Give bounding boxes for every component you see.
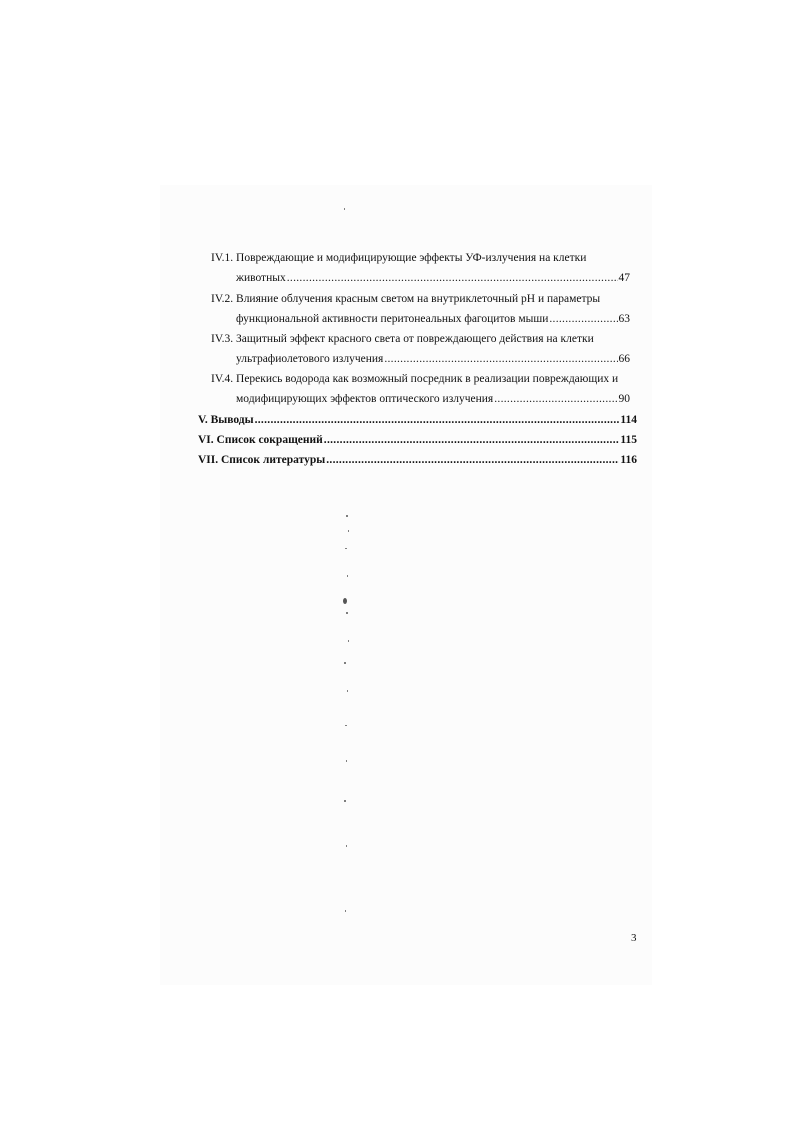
toc-v-title: V. Выводы — [198, 414, 254, 426]
speck — [347, 575, 348, 577]
dot-leader — [384, 351, 617, 367]
toc-iv2-title-cont: функциональной активности перитонеальных фагоцитов мыши — [236, 313, 549, 325]
dot-leader — [549, 311, 617, 327]
toc-iv1-line1 — [211, 250, 586, 266]
dot-leader — [326, 452, 619, 468]
toc-vii-page: 116 — [620, 454, 637, 466]
speck — [347, 690, 348, 692]
toc-iv1-page: 47 — [618, 272, 630, 284]
toc-iv4-page: 90 — [618, 393, 630, 405]
toc-iv3-page: 66 — [618, 353, 630, 365]
toc-iv3-line1 — [211, 331, 594, 347]
toc-iv1-title-cont: животных — [236, 272, 286, 284]
dot-leader — [324, 432, 620, 448]
toc-iv2-page: 63 — [618, 313, 630, 325]
toc-iv2-line1 — [211, 291, 600, 307]
toc-vii — [198, 452, 637, 468]
dot-leader — [255, 412, 620, 428]
toc-iv4-title: IV.4. Перекись водорода как возможный посредник в реализации повреждающих и — [211, 373, 619, 385]
toc-iv4-line2 — [236, 391, 630, 407]
speck — [345, 548, 347, 549]
toc-iv3-title-cont: ультрафиолетового излучения — [236, 353, 384, 365]
speck — [348, 640, 349, 642]
speck — [346, 515, 348, 517]
speck — [343, 598, 347, 604]
toc-vi-title: VI. Список сокращений — [198, 434, 323, 446]
dot-leader — [287, 270, 618, 286]
toc-v-page: 114 — [620, 414, 637, 426]
toc-vi-page: 115 — [620, 434, 637, 446]
toc-v — [198, 412, 637, 428]
toc-iv4-line1 — [211, 371, 618, 387]
speck — [344, 800, 346, 802]
dot-leader — [494, 391, 617, 407]
speck — [346, 612, 348, 614]
speck — [344, 208, 345, 210]
toc-iv1-line2 — [236, 270, 630, 286]
speck — [344, 662, 346, 664]
toc-iv2-title: IV.2. Влияние облучения красным светом на внутриклеточный pH и параметры — [211, 293, 601, 305]
page-number: 3 — [631, 932, 637, 944]
toc-iv4-title-cont: модифицирующих эффектов оптического излучения — [236, 393, 494, 405]
toc-iv1-title: IV.1. Повреждающие и модифицирующие эффекты УФ-излучения на клетки — [211, 252, 587, 264]
speck — [345, 725, 347, 726]
toc-vii-title: VII. Список литературы — [198, 454, 326, 466]
toc-iv2-line2 — [236, 311, 630, 327]
speck — [345, 910, 346, 912]
toc-iv3-title: IV.3. Защитный эффект красного света от повреждающего действия на клетки — [211, 333, 594, 345]
toc-iv3-line2 — [236, 351, 630, 367]
toc-vi — [198, 432, 637, 448]
speck — [348, 530, 349, 532]
speck — [346, 760, 347, 762]
speck — [346, 845, 347, 847]
